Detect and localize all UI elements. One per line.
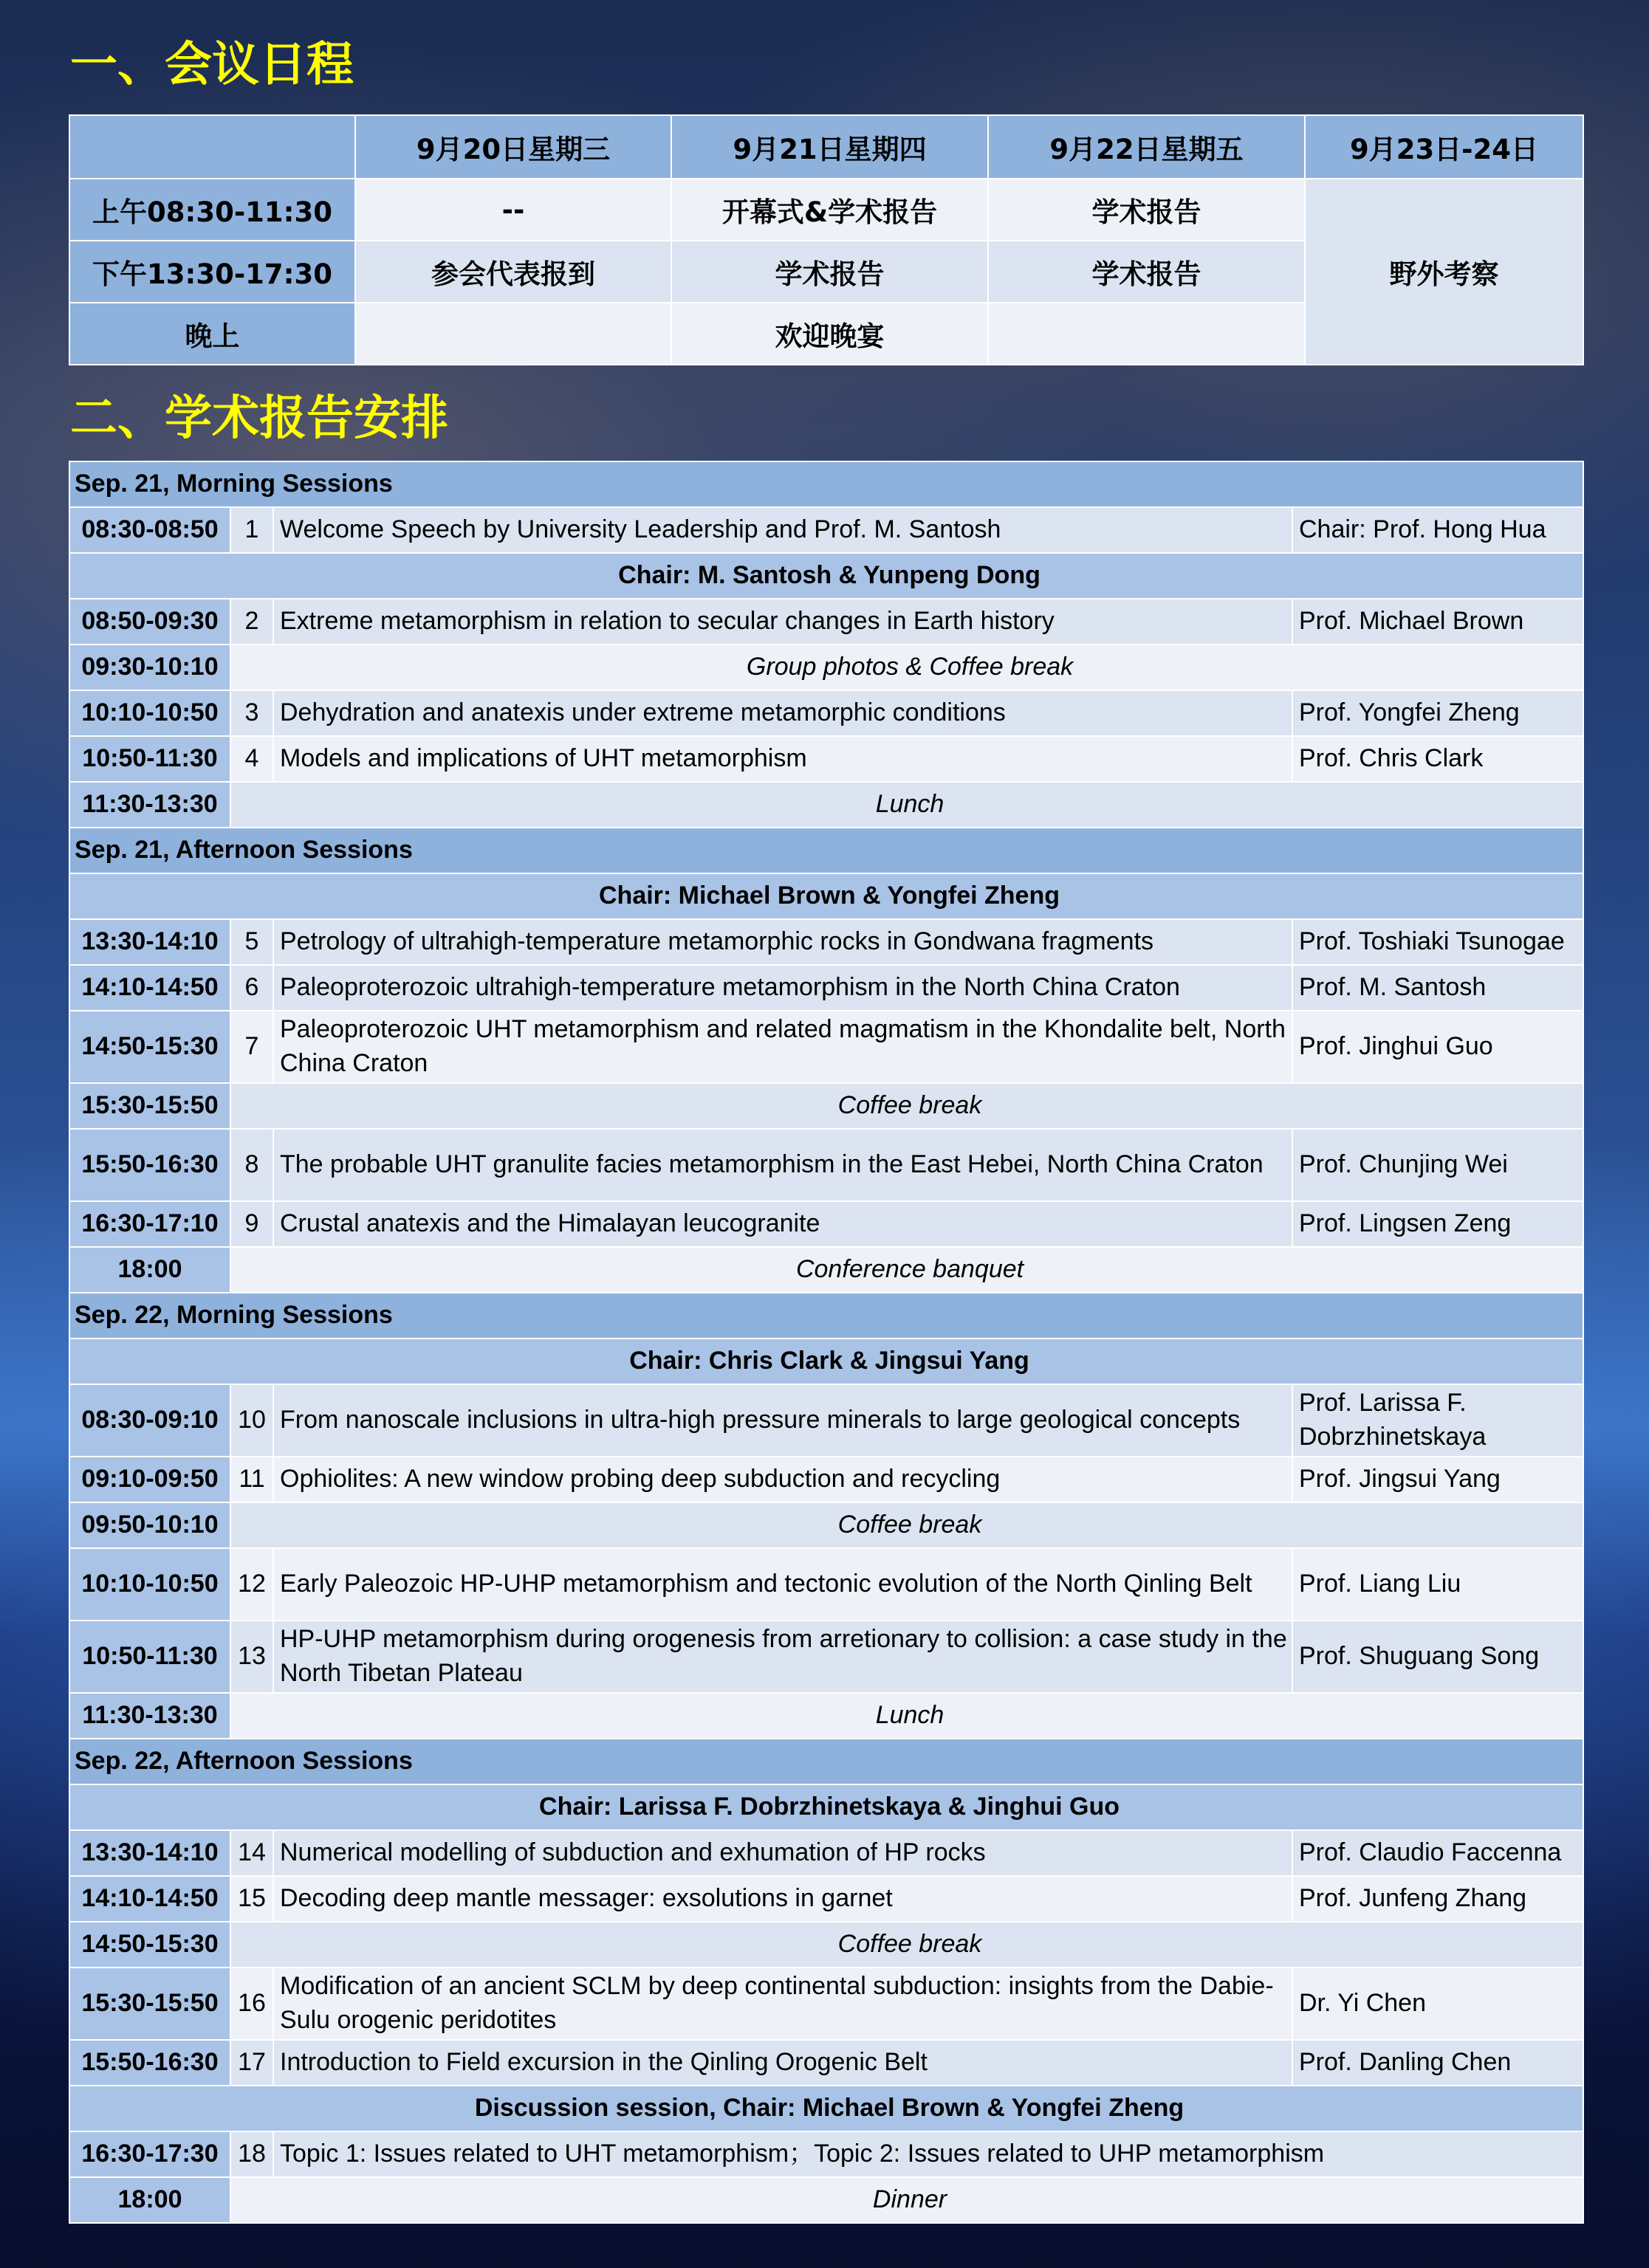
- talk-title: Paleoproterozoic UHT metamorphism and related magmatism in the Khondalite belt, North China Craton: [273, 1011, 1292, 1083]
- schedule-row-label: 上午08:30-11:30: [69, 179, 355, 241]
- talk-row: [69, 690, 1583, 736]
- talk-number: 1: [230, 507, 273, 553]
- chair-row: [69, 553, 1583, 599]
- talk-time: 08:50-09:30: [69, 599, 230, 645]
- talk-time: 14:10-14:50: [69, 1876, 230, 1922]
- talk-title: Introduction to Field excursion in the Qinling Orogenic Belt: [273, 2040, 1292, 2086]
- talk-row: [69, 1830, 1583, 1876]
- talk-speaker: Prof. Michael Brown: [1292, 599, 1583, 645]
- talk-title: Dehydration and anatexis under extreme metamorphic conditions: [273, 690, 1292, 736]
- talk-speaker: Prof. Shuguang Song: [1292, 1621, 1583, 1693]
- schedule-cell: 学术报告: [988, 179, 1305, 241]
- talk-time: 15:50-16:30: [69, 2040, 230, 2086]
- talk-row: [69, 1011, 1583, 1083]
- talk-number: 12: [230, 1548, 273, 1621]
- talk-title: Models and implications of UHT metamorphism: [273, 736, 1292, 782]
- talk-number: 11: [230, 1457, 273, 1502]
- talk-speaker: Prof. Jinghui Guo: [1292, 1011, 1583, 1083]
- talk-time: 16:30-17:10: [69, 1201, 230, 1247]
- talk-row: [69, 507, 1583, 553]
- talk-time: 13:30-14:10: [69, 919, 230, 965]
- chair-row: [69, 1339, 1583, 1384]
- break-label: Lunch: [230, 1693, 1583, 1739]
- talk-number: 2: [230, 599, 273, 645]
- break-row: [69, 645, 1583, 690]
- talk-title: From nanoscale inclusions in ultra-high pressure minerals to large geological concepts: [273, 1384, 1292, 1457]
- talk-title: Numerical modelling of subduction and exhumation of HP rocks: [273, 1830, 1292, 1876]
- talk-speaker: Prof. Junfeng Zhang: [1292, 1876, 1583, 1922]
- break-row: [69, 1693, 1583, 1739]
- day-session-label: Sep. 21, Afternoon Sessions: [69, 828, 1583, 873]
- break-label: Coffee break: [230, 1083, 1583, 1129]
- schedule-row-label: 晚上: [69, 303, 355, 365]
- talk-time: 15:30-15:50: [69, 1968, 230, 2040]
- talk-title: HP-UHP metamorphism during orogenesis from arretionary to collision: a case study in the North Tibetan Plateau: [273, 1621, 1292, 1693]
- break-label: Coffee break: [230, 1502, 1583, 1548]
- day-session-row: [69, 1293, 1583, 1339]
- schedule-header-corner: [69, 115, 355, 179]
- schedule-cell: 学术报告: [988, 241, 1305, 303]
- talk-speaker: Prof. Liang Liu: [1292, 1548, 1583, 1621]
- section1-heading: 一、会议日程: [70, 38, 354, 92]
- schedule-cell: 开幕式&学术报告: [671, 179, 988, 241]
- break-label: Group photos & Coffee break: [230, 645, 1583, 690]
- chair-label: Chair: Chris Clark & Jingsui Yang: [69, 1339, 1583, 1384]
- talk-number: 14: [230, 1830, 273, 1876]
- break-time: 15:30-15:50: [69, 1083, 230, 1129]
- break-label: Coffee break: [230, 1922, 1583, 1968]
- day-session-row: [69, 828, 1583, 873]
- break-time: 18:00: [69, 1247, 230, 1293]
- talk-time: 16:30-17:30: [69, 2131, 230, 2177]
- schedule-cell: 欢迎晚宴: [671, 303, 988, 365]
- talk-number: 18: [230, 2131, 273, 2177]
- talk-row: [69, 1968, 1583, 2040]
- talk-row: [69, 1201, 1583, 1247]
- talk-number: 13: [230, 1621, 273, 1693]
- schedule-header-row: [69, 115, 1583, 179]
- talk-title: Petrology of ultrahigh-temperature metamorphic rocks in Gondwana fragments: [273, 919, 1292, 965]
- talk-speaker: Prof. Chunjing Wei: [1292, 1129, 1583, 1201]
- talk-time: 14:10-14:50: [69, 965, 230, 1011]
- talk-speaker: Prof. Claudio Faccenna: [1292, 1830, 1583, 1876]
- talk-speaker: Dr. Yi Chen: [1292, 1968, 1583, 2040]
- chair-row: [69, 1784, 1583, 1830]
- talk-speaker: Prof. Chris Clark: [1292, 736, 1583, 782]
- break-time: 11:30-13:30: [69, 782, 230, 828]
- talk-time: 15:50-16:30: [69, 1129, 230, 1201]
- talk-number: 9: [230, 1201, 273, 1247]
- break-time: 11:30-13:30: [69, 1693, 230, 1739]
- break-row: [69, 782, 1583, 828]
- talk-time: 09:10-09:50: [69, 1457, 230, 1502]
- break-row: [69, 1922, 1583, 1968]
- talk-row: [69, 1621, 1583, 1693]
- talk-row: [69, 1129, 1583, 1201]
- talk-time: 10:10-10:50: [69, 690, 230, 736]
- talk-row: [69, 2040, 1583, 2086]
- break-time: 09:50-10:10: [69, 1502, 230, 1548]
- talk-time: 08:30-08:50: [69, 507, 230, 553]
- talk-speaker: Prof. Jingsui Yang: [1292, 1457, 1583, 1502]
- talk-speaker: Prof. Danling Chen: [1292, 2040, 1583, 2086]
- talk-row: [69, 2131, 1583, 2177]
- chair-label: Chair: M. Santosh & Yunpeng Dong: [69, 553, 1583, 599]
- chair-row: [69, 873, 1583, 919]
- break-time: 09:30-10:10: [69, 645, 230, 690]
- day-session-label: Sep. 22, Afternoon Sessions: [69, 1739, 1583, 1784]
- schedule-row: [69, 179, 1583, 241]
- talk-number: 5: [230, 919, 273, 965]
- talk-title: Topic 1: Issues related to UHT metamorphism；Topic 2: Issues related to UHP metamorphism: [273, 2131, 1583, 2177]
- schedule-header-day: 9月20日星期三: [355, 115, 671, 179]
- schedule-header-day: 9月21日星期四: [671, 115, 988, 179]
- talk-number: 17: [230, 2040, 273, 2086]
- talk-time: 10:10-10:50: [69, 1548, 230, 1621]
- talk-number: 15: [230, 1876, 273, 1922]
- talk-row: [69, 1384, 1583, 1457]
- schedule-cell: --: [355, 179, 671, 241]
- talk-number: 7: [230, 1011, 273, 1083]
- break-label: Conference banquet: [230, 1247, 1583, 1293]
- schedule-cell: 学术报告: [671, 241, 988, 303]
- talk-speaker: Prof. Lingsen Zeng: [1292, 1201, 1583, 1247]
- talk-speaker: Prof. Toshiaki Tsunogae: [1292, 919, 1583, 965]
- day-session-row: [69, 1739, 1583, 1784]
- break-row: [69, 1083, 1583, 1129]
- talk-row: [69, 919, 1583, 965]
- talk-number: 16: [230, 1968, 273, 2040]
- talk-time: 08:30-09:10: [69, 1384, 230, 1457]
- talk-row: [69, 1876, 1583, 1922]
- talk-row: [69, 1548, 1583, 1621]
- talk-time: 10:50-11:30: [69, 736, 230, 782]
- talk-row: [69, 965, 1583, 1011]
- schedule-cell: [355, 303, 671, 365]
- talk-time: 14:50-15:30: [69, 1011, 230, 1083]
- break-row: [69, 2177, 1583, 2223]
- break-label: Dinner: [230, 2177, 1583, 2223]
- talk-title: Ophiolites: A new window probing deep subduction and recycling: [273, 1457, 1292, 1502]
- talk-time: 10:50-11:30: [69, 1621, 230, 1693]
- talk-speaker: Prof. M. Santosh: [1292, 965, 1583, 1011]
- schedule-cell: [988, 303, 1305, 365]
- talk-speaker: Prof. Yongfei Zheng: [1292, 690, 1583, 736]
- schedule-header-day: 9月23日-24日: [1305, 115, 1583, 179]
- schedule-cell: 参会代表报到: [355, 241, 671, 303]
- field-trip-cell: 野外考察: [1305, 179, 1583, 365]
- section2-heading: 二、学术报告安排: [70, 391, 448, 446]
- chair-label: Discussion session, Chair: Michael Brown & Yongfei Zheng: [69, 2086, 1583, 2131]
- talk-number: 10: [230, 1384, 273, 1457]
- talk-title: Extreme metamorphism in relation to secular changes in Earth history: [273, 599, 1292, 645]
- talk-row: [69, 599, 1583, 645]
- program-table: [69, 461, 1584, 2224]
- break-row: [69, 1502, 1583, 1548]
- talk-speaker: Prof. Larissa F. Dobrzhinetskaya: [1292, 1384, 1583, 1457]
- talk-title: Paleoproterozoic ultrahigh-temperature metamorphism in the North China Craton: [273, 965, 1292, 1011]
- talk-title: Decoding deep mantle messager: exsolutions in garnet: [273, 1876, 1292, 1922]
- talk-row: [69, 736, 1583, 782]
- talk-number: 4: [230, 736, 273, 782]
- chair-label: Chair: Michael Brown & Yongfei Zheng: [69, 873, 1583, 919]
- day-session-row: [69, 461, 1583, 507]
- break-label: Lunch: [230, 782, 1583, 828]
- day-session-label: Sep. 21, Morning Sessions: [69, 461, 1583, 507]
- talk-title: Crustal anatexis and the Himalayan leucogranite: [273, 1201, 1292, 1247]
- chair-row: [69, 2086, 1583, 2131]
- talk-title: The probable UHT granulite facies metamorphism in the East Hebei, North China Craton: [273, 1129, 1292, 1201]
- schedule-header-day: 9月22日星期五: [988, 115, 1305, 179]
- talk-time: 13:30-14:10: [69, 1830, 230, 1876]
- talk-title: Welcome Speech by University Leadership and Prof. M. Santosh: [273, 507, 1292, 553]
- talk-speaker: Chair: Prof. Hong Hua: [1292, 507, 1583, 553]
- chair-label: Chair: Larissa F. Dobrzhinetskaya & Jinghui Guo: [69, 1784, 1583, 1830]
- talk-number: 8: [230, 1129, 273, 1201]
- talk-title: Early Paleozoic HP-UHP metamorphism and tectonic evolution of the North Qinling Belt: [273, 1548, 1292, 1621]
- break-time: 14:50-15:30: [69, 1922, 230, 1968]
- break-time: 18:00: [69, 2177, 230, 2223]
- talk-number: 6: [230, 965, 273, 1011]
- break-row: [69, 1247, 1583, 1293]
- talk-row: [69, 1457, 1583, 1502]
- talk-number: 3: [230, 690, 273, 736]
- schedule-row-label: 下午13:30-17:30: [69, 241, 355, 303]
- schedule-table: [69, 114, 1584, 365]
- day-session-label: Sep. 22, Morning Sessions: [69, 1293, 1583, 1339]
- talk-title: Modification of an ancient SCLM by deep continental subduction: insights from the Dabie-Sulu orogenic peridotites: [273, 1968, 1292, 2040]
